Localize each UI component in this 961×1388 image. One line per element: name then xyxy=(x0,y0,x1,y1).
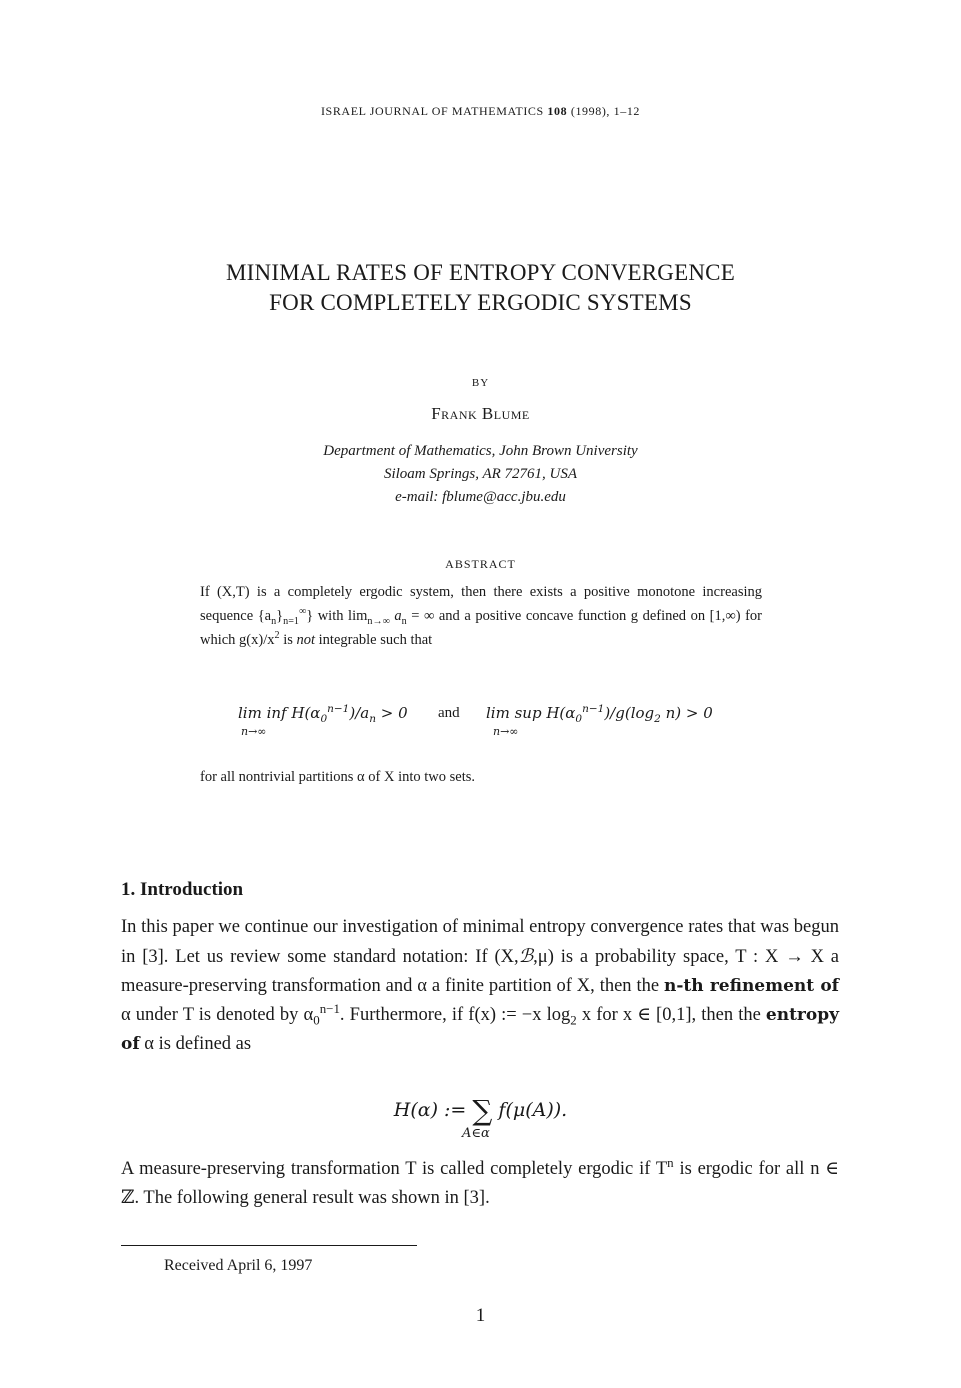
footnote-divider xyxy=(121,1245,417,1246)
abstract-heading: ABSTRACT xyxy=(445,557,516,571)
running-head: ISRAEL JOURNAL OF MATHEMATICS 108 (1998), 1–12 xyxy=(320,104,641,118)
abstract-text: If (X,T) is a completely ergodic system, then there exists a positive monotone increasing sequence $\{a_n\}_{n=1}^\infty$} with $\lim_{n\to\infty} a_n$ = ∞ and a positive concave function g defined on [1,∞) for which $g(x)/x^2$ is not integrable such that xyxy=(200,584,762,648)
author-name: Frank Blume xyxy=(431,404,530,423)
page-number: 1 xyxy=(475,1305,486,1326)
affiliation: Department of Mathematics, John Brown University Siloam Springs, AR 72761, USA e-mail: fblume@acc.jbu.edu xyxy=(0,440,961,509)
author-email: e-mail: fblume@acc.jbu.edu xyxy=(395,489,566,505)
definition-paragraph: A measure-preserving transformation T is called completely ergodic if $T^n$ is ergodic for all n ∈ ℤ. The following general result was shown in [3]. xyxy=(121,1154,839,1208)
section-heading: 1. Introduction xyxy=(121,879,244,900)
paper-title: MINIMAL RATES OF ENTROPY CONVERGENCE FOR COMPLETELY ERGODIC SYSTEMS xyxy=(226,260,735,315)
entropy-equation: H(α) := ∑ f(μ(A)). A∈α xyxy=(393,1094,568,1141)
by-label: BY xyxy=(471,377,490,389)
introduction-paragraph: In this paper we continue our investigation of minimal entropy convergence rates that was begun in [3]. Let us review some standard notation: If (X,ℬ,μ) is a probability space, T : X → X a measure-preserving transformation and α a finite partition of X, then the n-th refinement of α under T is denoted by $\alpha_0^{n-1}$. Furthermore, if f(x) := −x $\log_2 x$ for x ∈ [0,1], then the entropy of α is defined as xyxy=(121,917,839,1054)
abstract-conclusion: for all nontrivial partitions α of X into two sets. xyxy=(200,769,476,785)
volume-number: 108 xyxy=(547,104,568,118)
received-footnote: Received April 6, 1997 xyxy=(164,1257,313,1274)
